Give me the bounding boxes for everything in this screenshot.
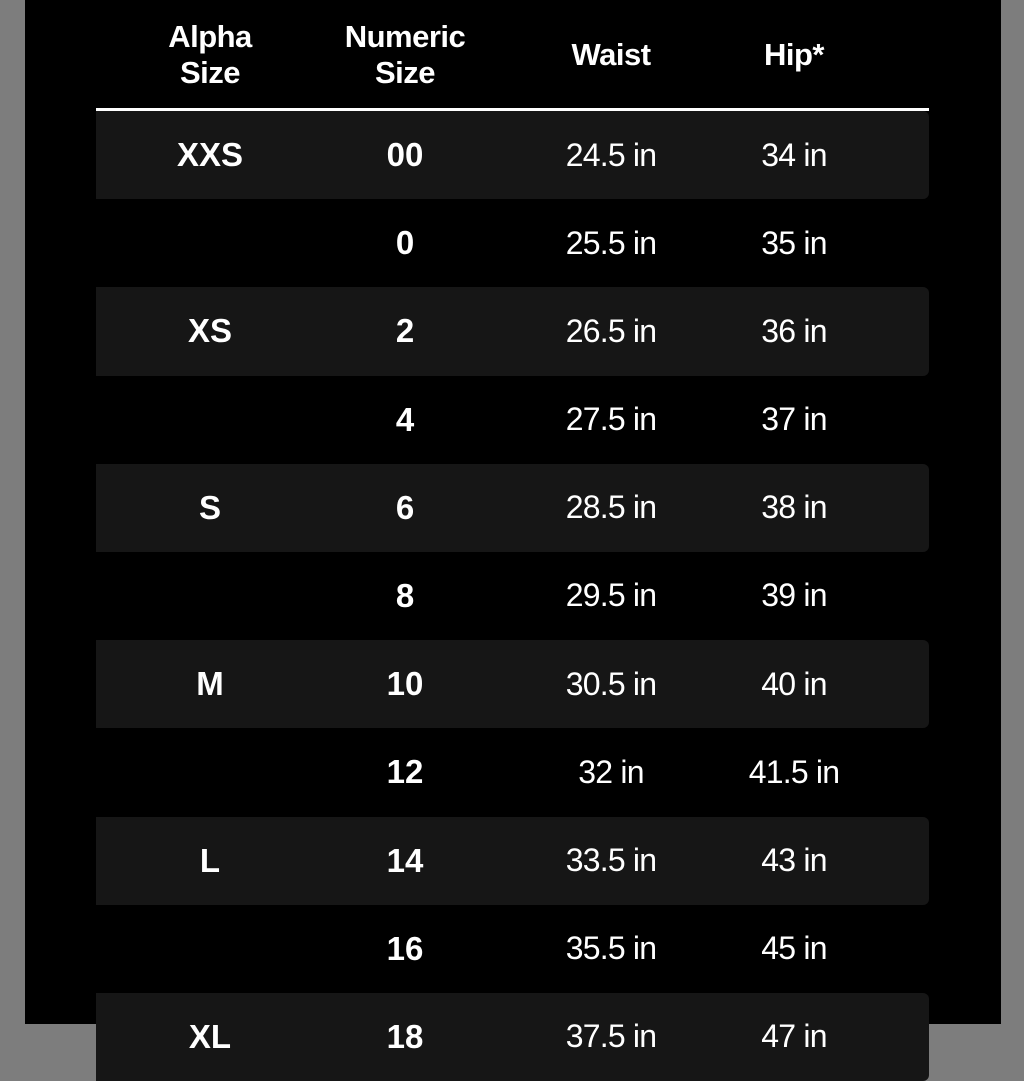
waist-cell: 30.5 in: [565, 665, 657, 702]
size-chart-header: [96, 0, 929, 110]
table-row: [96, 199, 929, 287]
waist-cell: 27.5 in: [565, 401, 657, 438]
hip-cell: 41.5 in: [748, 753, 840, 790]
table-row: [96, 817, 929, 905]
hip-cell: 43 in: [761, 842, 827, 878]
alpha-size-cell: [96, 376, 324, 464]
hip-cell: 37 in: [761, 401, 827, 438]
table-row: [96, 464, 929, 552]
header-hip: Hip*: [764, 37, 824, 72]
numeric-size-cell: 00: [386, 136, 424, 173]
alpha-size-cell: L: [199, 841, 221, 879]
waist-cell: 32 in: [578, 753, 644, 790]
size-chart-body: [96, 111, 929, 1081]
table-row: [96, 111, 929, 199]
waist-cell: 26.5 in: [565, 312, 657, 349]
alpha-size-cell: [96, 905, 324, 993]
waist-cell: 25.5 in: [565, 224, 657, 261]
table-row: [96, 728, 929, 816]
alpha-size-cell: S: [198, 488, 221, 526]
hip-cell: 47 in: [761, 1018, 827, 1055]
header-alpha-size: [96, 0, 324, 110]
alpha-size-cell: XS: [187, 312, 233, 350]
header-waist: Waist: [571, 37, 651, 72]
alpha-size-cell: [96, 728, 324, 816]
waist-cell: 35.5 in: [565, 930, 657, 967]
hip-cell: 34 in: [761, 136, 827, 173]
hip-cell: 39 in: [761, 577, 827, 614]
header-alpha-line-2: Size: [179, 55, 241, 90]
header-alpha-line-1: Alpha: [168, 19, 252, 54]
waist-cell: 29.5 in: [565, 577, 657, 614]
table-row: [96, 552, 929, 640]
alpha-size-cell: [96, 199, 324, 287]
numeric-size-cell: 18: [386, 1017, 424, 1055]
numeric-size-cell: 10: [386, 665, 424, 703]
table-row: [96, 905, 929, 993]
header-numeric-line-2: Size: [374, 55, 435, 90]
alpha-size-cell: XL: [188, 1017, 232, 1055]
numeric-size-cell: 6: [395, 488, 415, 526]
alpha-size-cell: XXS: [176, 136, 244, 173]
waist-cell: 37.5 in: [565, 1018, 657, 1055]
waist-cell: 28.5 in: [565, 489, 657, 526]
hip-cell: 36 in: [761, 312, 827, 349]
numeric-size-cell: 16: [386, 929, 424, 967]
numeric-size-cell: 14: [386, 841, 424, 879]
size-chart-panel: [25, 0, 1001, 1055]
numeric-size-cell: 12: [386, 753, 424, 791]
hip-cell: 35 in: [761, 224, 827, 261]
waist-cell: 24.5 in: [565, 136, 657, 173]
table-row: [96, 993, 929, 1081]
alpha-size-cell: [96, 552, 324, 640]
hip-cell: 38 in: [761, 489, 827, 526]
numeric-size-cell: 8: [395, 576, 415, 614]
table-row: [96, 376, 929, 464]
hip-cell: 40 in: [761, 665, 827, 702]
waist-cell: 33.5 in: [565, 842, 657, 878]
header-numeric-size: [291, 0, 519, 110]
numeric-size-cell: 2: [395, 312, 415, 350]
hip-cell: 45 in: [761, 930, 827, 967]
numeric-size-cell: 0: [395, 224, 415, 262]
alpha-size-cell: M: [196, 665, 224, 703]
header-numeric-line-1: Numeric: [344, 19, 466, 54]
numeric-size-cell: 4: [395, 400, 415, 438]
table-row: [96, 287, 929, 375]
table-row: [96, 640, 929, 728]
